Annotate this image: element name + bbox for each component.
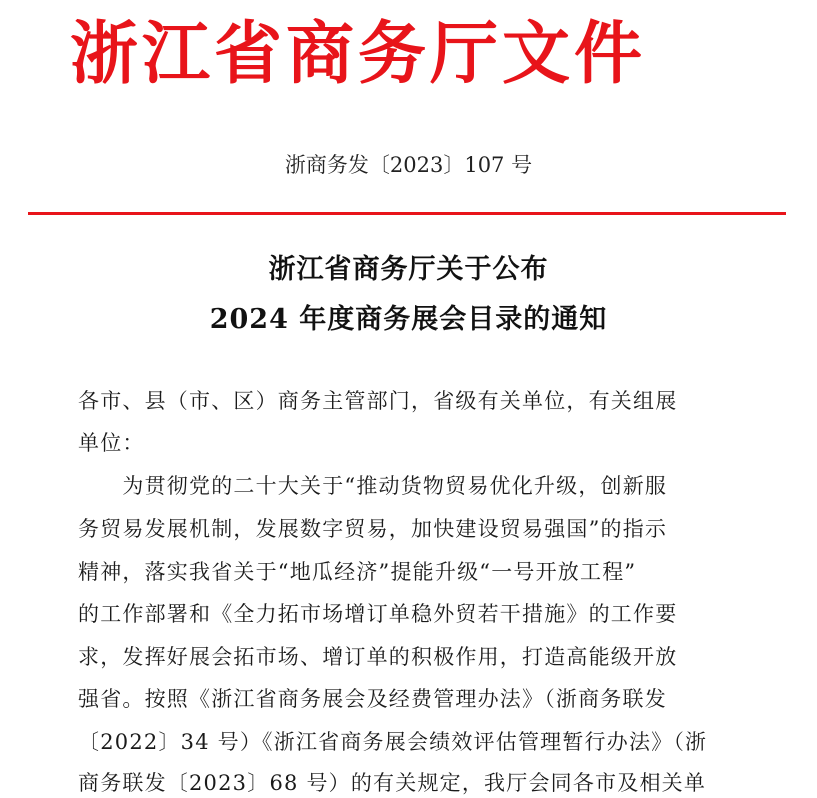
- masthead-title: 浙江省商务厅文件: [70, 15, 647, 94]
- document-number: 浙商务发〔2023〕107 号: [284, 153, 533, 177]
- body-line: 精神，落实我省关于“地瓜经济”提能升级“一号开放工程”: [78, 560, 637, 584]
- body-line: 求，发挥好展会拓市场、增订单的积极作用，打造高能级开放: [78, 645, 678, 669]
- body-line: 单位：: [78, 431, 145, 455]
- body-line: 〔2022〕34 号）《浙江省商务展会绩效评估管理暂行办法》（浙: [78, 730, 708, 754]
- body-line: 各市、县（市、区）商务主管部门，省级有关单位，有关组展: [78, 389, 678, 413]
- body-line: 商务联发〔2023〕68 号）的有关规定，我厅会同各市及相关单: [78, 771, 707, 795]
- body-line: 的工作部署和《全力拓市场增订单稳外贸若干措施》的工作要: [78, 602, 678, 626]
- red-divider-line: [28, 212, 786, 215]
- body-line: 务贸易发展机制，发展数字贸易，加快建设贸易强国”的指示: [78, 517, 668, 541]
- body-line: 强省。按照《浙江省商务展会及经费管理办法》（浙商务联发: [78, 687, 667, 711]
- notice-title-line-1: 浙江省商务厅关于公布: [268, 254, 549, 285]
- body-line: 为贯彻党的二十大关于“推动货物贸易优化升级，创新服: [78, 474, 668, 498]
- notice-title-line-2: 2024 年度商务展会目录的通知: [209, 304, 608, 335]
